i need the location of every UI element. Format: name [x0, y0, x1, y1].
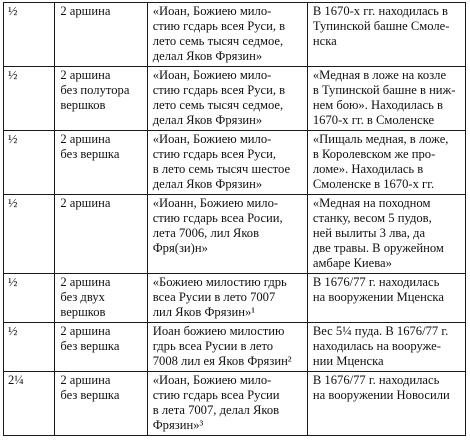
inscription-cell: [147, 274, 307, 323]
caliber-cell: [4, 131, 55, 195]
caliber-value: 2¼: [8, 373, 24, 387]
inscription-line: «Иоан, Божиею мило-: [152, 68, 272, 82]
inscription-cell: [147, 372, 307, 436]
inscription-line: делал Яков Фрязин»: [152, 113, 263, 127]
notes-line: две травы. В оружейном: [312, 241, 444, 255]
length-cell: [55, 3, 147, 67]
caliber-cell: [4, 195, 55, 274]
notes-cell: [307, 195, 465, 274]
inscription-line: Фрязин»³: [152, 418, 204, 432]
inscription-line: стию гсдарь всея Руси, в: [152, 19, 286, 33]
caliber-cell: [4, 67, 55, 131]
inscription-line: «Божиею милостию гдрь: [152, 275, 287, 289]
notes-line: «Медная в ложе на козле: [312, 68, 447, 82]
inscription-cell: [147, 323, 307, 372]
inscription-line: делал Яков Фрязин»: [152, 177, 263, 191]
inscription-line: Фря(зи)н»: [152, 241, 208, 255]
length-line: 2 аршина: [60, 373, 111, 387]
caliber-value: ½: [8, 196, 18, 210]
inscription-line: «Иоанн, Божиею мило-: [152, 196, 279, 210]
inscription-line: 7008 лил ея Яков Фрязин²: [152, 354, 292, 368]
notes-cell: [307, 372, 465, 436]
caliber-cell: [4, 372, 55, 436]
length-cell: [55, 67, 147, 131]
caliber-cell: [4, 274, 55, 323]
notes-line: ней вылиты 3 лва, да: [312, 226, 426, 240]
length-line: 2 аршина: [60, 4, 111, 18]
length-line: без двух: [60, 290, 105, 304]
cannon-table: [3, 2, 466, 436]
length-line: без вершка: [60, 147, 120, 161]
length-line: 2 аршина: [60, 324, 111, 338]
notes-line: «Пищаль медная, в ложе,: [312, 132, 449, 146]
table-row: [4, 131, 466, 195]
inscription-line: лета 7006, лил Яков: [152, 226, 260, 240]
caliber-value: ½: [8, 275, 18, 289]
notes-line: на вооружении Мценска: [312, 290, 444, 304]
length-cell: [55, 195, 147, 274]
inscription-line: «Иоан, Божиею мило-: [152, 132, 272, 146]
caliber-value: ½: [8, 4, 18, 18]
inscription-line: «Иоан, Божиею мило-: [152, 4, 272, 18]
inscription-line: лил Яков Фрязин»¹: [152, 305, 256, 319]
caliber-cell: [4, 3, 55, 67]
notes-line: нии Мценска: [312, 354, 384, 368]
page: [3, 2, 466, 436]
notes-line: находилась на вооруже-: [312, 339, 441, 353]
length-cell: [55, 323, 147, 372]
inscription-line: Иоан божиею милостию: [152, 324, 285, 338]
inscription-line: стию гсдарь всеа Росии,: [152, 211, 283, 225]
inscription-line: гдрь всеа Русии в лето: [152, 339, 274, 353]
inscription-line: делал Яков Фрязин»: [152, 49, 263, 63]
notes-line: в Королевском же про-: [312, 147, 436, 161]
length-cell: [55, 372, 147, 436]
inscription-line: всеа Русии в лето 7007: [152, 290, 276, 304]
table-body: [4, 3, 466, 436]
notes-line: «Медная на походном: [312, 196, 431, 210]
notes-line: на вооружении Новосили: [312, 388, 450, 402]
length-cell: [55, 131, 147, 195]
notes-cell: [307, 3, 465, 67]
inscription-line: лето семь тысяч седмое,: [152, 34, 284, 48]
notes-cell: [307, 274, 465, 323]
length-line: 2 аршина: [60, 196, 111, 210]
length-cell: [55, 274, 147, 323]
inscription-cell: [147, 67, 307, 131]
length-line: без вершка: [60, 388, 120, 402]
caliber-cell: [4, 323, 55, 372]
notes-line: нска: [312, 34, 337, 48]
notes-line: в Тупинской башне в ниж-: [312, 83, 456, 97]
length-line: вершков: [60, 98, 106, 112]
inscription-line: стию гсдарь всея Руси,: [152, 147, 276, 161]
notes-line: ломе». Находилась в: [312, 162, 424, 176]
notes-line: станку, весом 5 пудов,: [312, 211, 432, 225]
inscription-line: лето семь тысяч седмое,: [152, 98, 284, 112]
inscription-cell: [147, 195, 307, 274]
notes-line: В 1676/77 г. находилась: [312, 275, 440, 289]
notes-line: Тупинской башне Смоле-: [312, 19, 450, 33]
notes-line: В 1670-х гг. находилась в: [312, 4, 448, 18]
table-row: [4, 323, 466, 372]
inscription-line: стию гсдарь всея Руси, в: [152, 83, 286, 97]
caliber-value: ½: [8, 324, 18, 338]
inscription-cell: [147, 3, 307, 67]
notes-cell: [307, 67, 465, 131]
inscription-line: в лета 7007, делал Яков: [152, 403, 280, 417]
notes-line: Вес 5¼ пуда. В 1676/77 г.: [312, 324, 449, 338]
notes-cell: [307, 323, 465, 372]
inscription-line: в лето семь тысяч шестое: [152, 162, 291, 176]
notes-cell: [307, 131, 465, 195]
inscription-cell: [147, 131, 307, 195]
length-line: 2 аршина: [60, 68, 111, 82]
notes-line: Смоленске в 1670-х гг.: [312, 177, 435, 191]
caliber-value: ½: [8, 132, 18, 146]
inscription-line: стию гсдарь всеа Русии: [152, 388, 280, 402]
table-row: [4, 67, 466, 131]
notes-line: В 1676/77 г. находилась: [312, 373, 440, 387]
notes-line: амбаре Киева»: [312, 256, 392, 270]
inscription-line: «Иоан, Божиею мило-: [152, 373, 272, 387]
length-line: без полутора: [60, 83, 130, 97]
length-line: 2 аршина: [60, 275, 111, 289]
table-row: [4, 372, 466, 436]
notes-line: нем бою». Находилась в: [312, 98, 443, 112]
table-row: [4, 3, 466, 67]
table-row: [4, 274, 466, 323]
length-line: без вершка: [60, 339, 120, 353]
length-line: вершков: [60, 305, 106, 319]
caliber-value: ½: [8, 68, 18, 82]
length-line: 2 аршина: [60, 132, 111, 146]
table-row: [4, 195, 466, 274]
notes-line: 1670-х гг. в Смоленске: [312, 113, 435, 127]
